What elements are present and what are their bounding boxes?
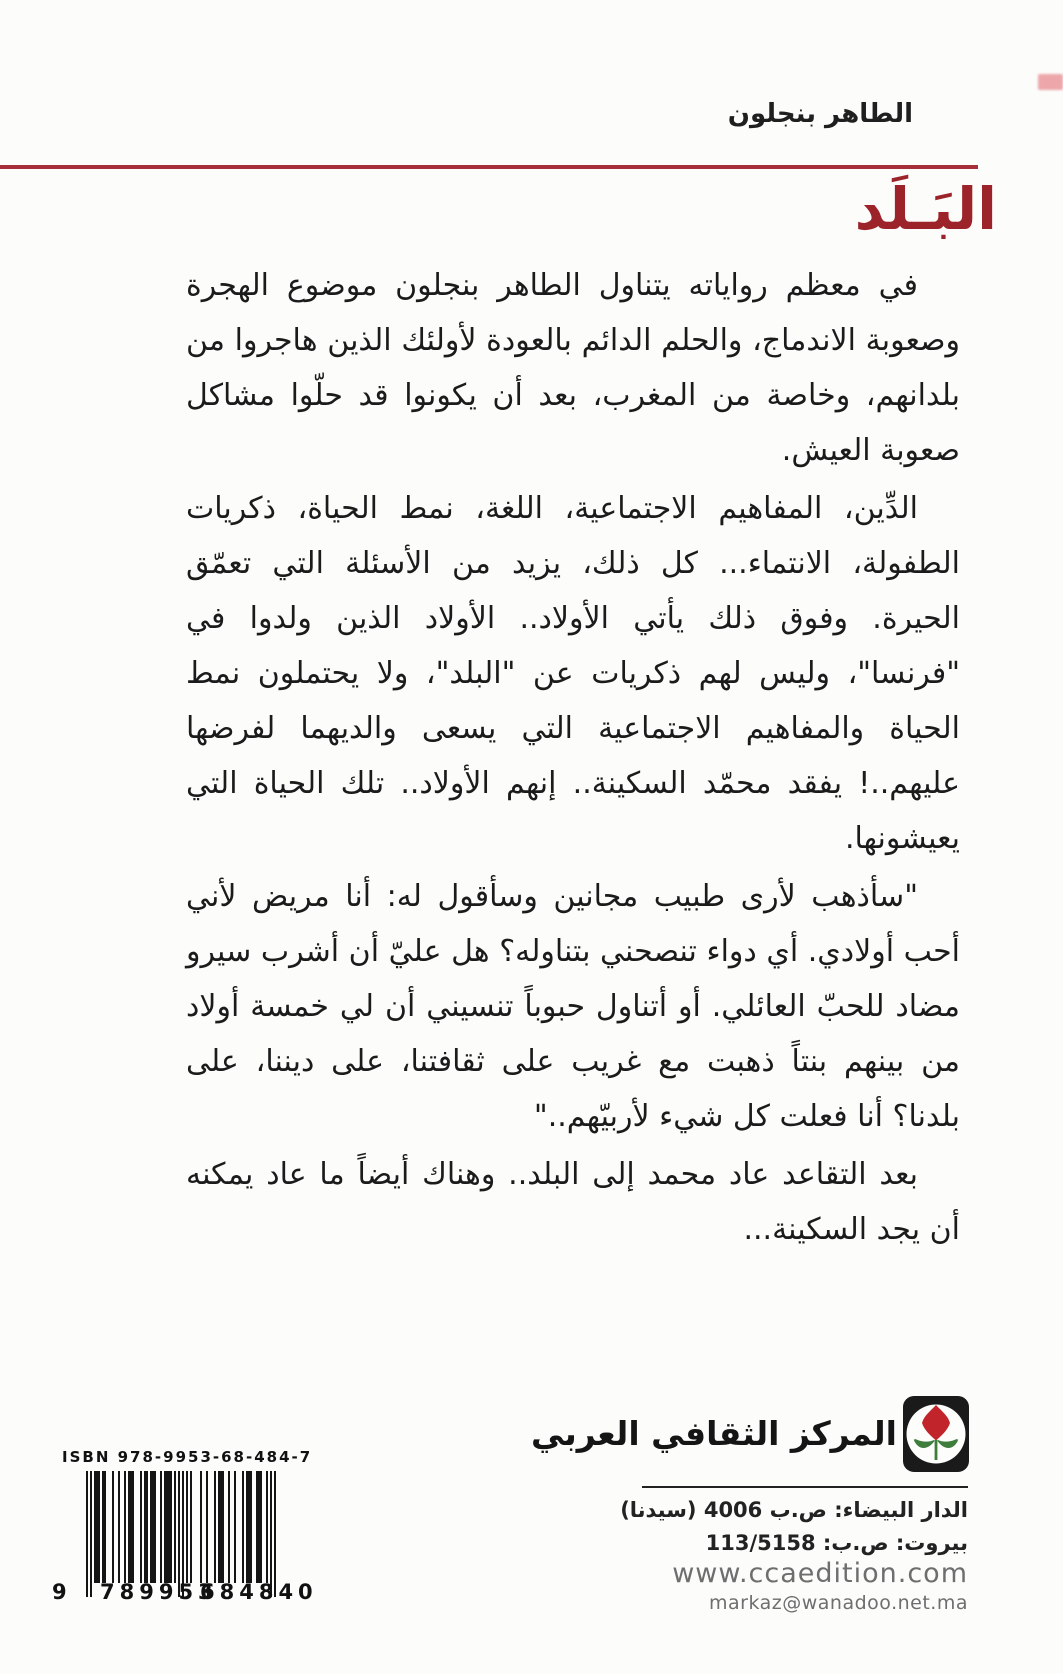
synopsis-paragraph: بعد التقاعد عاد محمد إلى البلد.. وهناك أيضاً ما عاد يمكنه أن يجد السكينة... bbox=[186, 1157, 960, 1247]
barcode-digit-group: 9 bbox=[52, 1580, 72, 1604]
barcode-digit-group: 684840 bbox=[200, 1580, 318, 1604]
author-name: الطاهر بنجلون bbox=[727, 99, 913, 129]
address-beirut: بيروت: ص.ب: 113/5158 bbox=[705, 1531, 968, 1555]
isbn-number: ISBN 978-9953-68-484-7 bbox=[62, 1448, 313, 1466]
publisher-email: markaz@wanadoo.net.ma bbox=[708, 1592, 968, 1614]
address-casablanca: الدار البيضاء: ص.ب 4006 (سيدنا) bbox=[620, 1498, 968, 1522]
publisher-website: www.ccaedition.com bbox=[672, 1558, 968, 1589]
publisher-flower-logo-icon bbox=[903, 1396, 969, 1472]
synopsis-paragraph: الدِّين، المفاهيم الاجتماعية، اللغة، نمط الحياة، ذكريات الطفولة، الانتماء... كل ذلك، يزيد من الأسئلة التي تعمّق الحيرة. وفوق ذلك يأتي الأولاد.. الأولاد الذين ولدوا في "فرنسا"، وليس لهم ذكريات عن "البلد"، ولا يحتملون نمط الحياة والمفاهيم الاجتماعية التي يسعى والديهما لفرضها عليهم..! يفقد محمّد السكينة.. إنهم الأولاد.. تلك الحياة التي يعيشونها. bbox=[186, 491, 960, 856]
book-title: البَـلَد bbox=[854, 175, 997, 243]
synopsis-paragraph: في معظم رواياته يتناول الطاهر بنجلون موضوع الهجرة وصعوبة الاندماج، والحلم الدائم بالعودة لأولئك الذين هاجروا من بلدانهم، وخاصة من المغرب، بعد أن يكونوا قد حلّوا مشاكل صعوبة العيش. bbox=[186, 268, 960, 468]
synopsis-paragraph: "سأذهب لأرى طبيب مجانين وسأقول له: أنا مريض لأني أحب أولادي. أي دواء تنصحني بتناوله؟ هل عليّ أن أشرب سيرو مضاد للحبّ العائلي. أو أتناول حبوباً تنسيني أن لي خمسة أولاد من بينهم بنتاً ذهبت مع غريب على ثقافتنا، على ديننا، على بلدنا؟ أنا فعلت كل شيء لأربيّهم.." bbox=[186, 879, 960, 1134]
publisher-name: المركز الثقافي العربي bbox=[531, 1414, 897, 1453]
synopsis-text bbox=[186, 258, 960, 1260]
publisher-divider-line bbox=[642, 1486, 968, 1488]
red-divider-line bbox=[0, 165, 978, 169]
scan-ink-smudge bbox=[1038, 74, 1063, 90]
barcode-digits bbox=[52, 1580, 318, 1604]
barcode-digit-group: 789953 bbox=[100, 1580, 218, 1604]
